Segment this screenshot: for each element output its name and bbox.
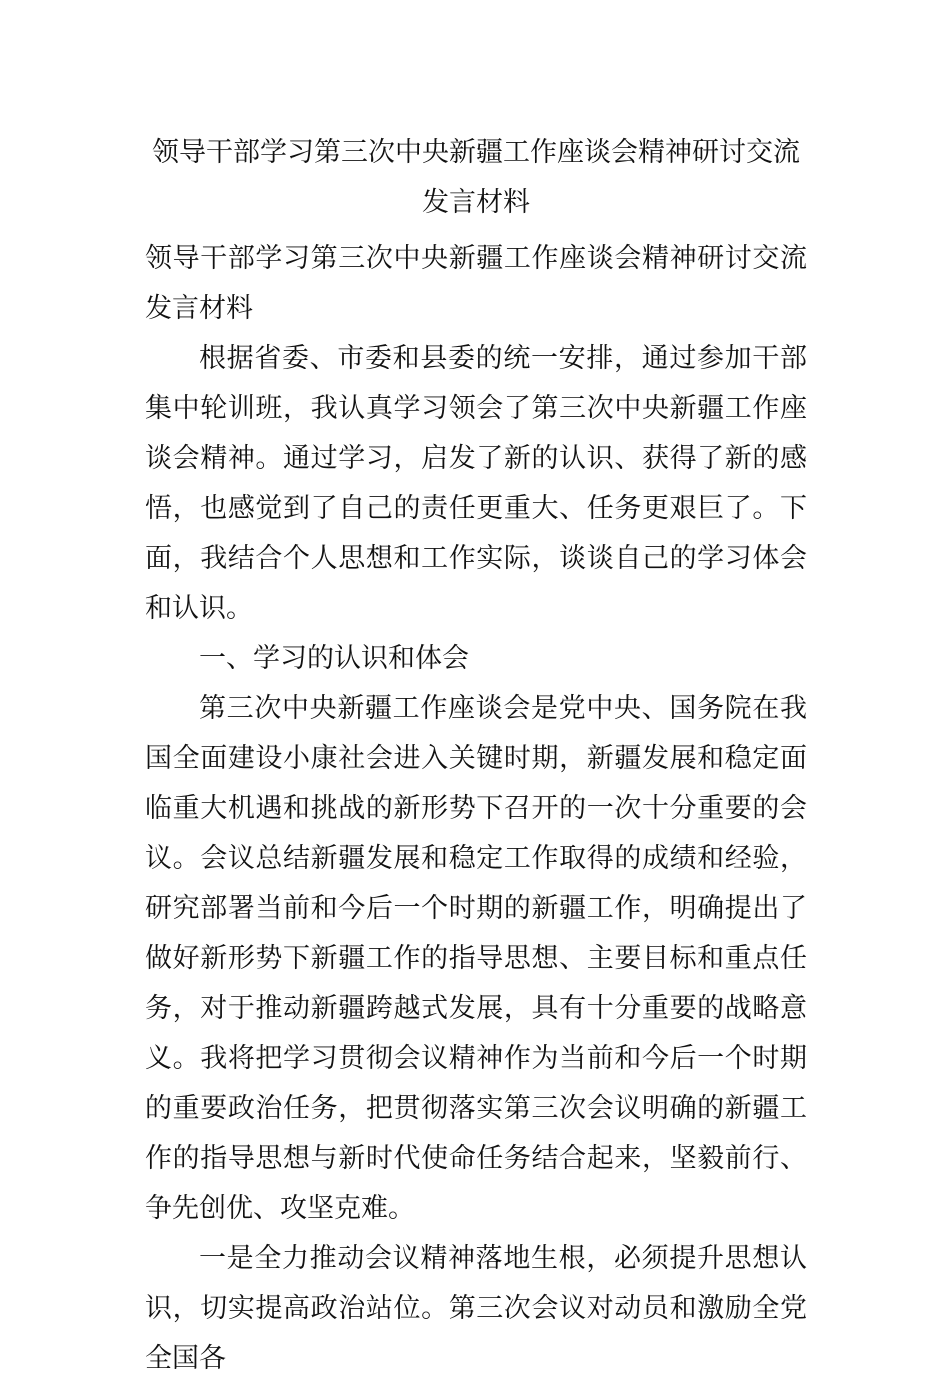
paragraph-body-2: 一是全力推动会议精神落地生根，必须提升思想认识，切实提高政治站位。第三次会议对动员和激励全党全国各	[145, 1243, 807, 1374]
paragraph-intro: 根据省委、市委和县委的统一安排，通过参加干部集中轮训班，我认真学习领会了第三次中央新疆工作座谈会精神。通过学习，启发了新的认识、获得了新的感悟，也感觉到了自己的责任更重大、任务更艰巨了。下面，我结合个人思想和工作实际，谈谈自己的学习体会和认识。	[145, 343, 807, 624]
section-heading-1: 一、学习的认识和体会	[199, 643, 469, 674]
document-title: 领导干部学习第三次中央新疆工作座谈会精神研讨交流发言材料	[152, 137, 800, 218]
document-body	[145, 128, 807, 1384]
paragraph-body-1: 第三次中央新疆工作座谈会是党中央、国务院在我国全面建设小康社会进入关键时期，新疆发展和稳定面临重大机遇和挑战的新形势下召开的一次十分重要的会议。会议总结新疆发展和稳定工作取得的成绩和经验，研究部署当前和今后一个时期的新疆工作，明确提出了做好新形势下新疆工作的指导思想、主要目标和重点任务，对于推动新疆跨越式发展，具有十分重要的战略意义。我将把学习贯彻会议精神作为当前和今后一个时期的重要政治任务，把贯彻落实第三次会议明确的新疆工作的指导思想与新时代使命任务结合起来，坚毅前行、争先创优、攻坚克难。	[145, 693, 807, 1224]
document-subtitle: 领导干部学习第三次中央新疆工作座谈会精神研讨交流发言材料	[145, 243, 807, 324]
